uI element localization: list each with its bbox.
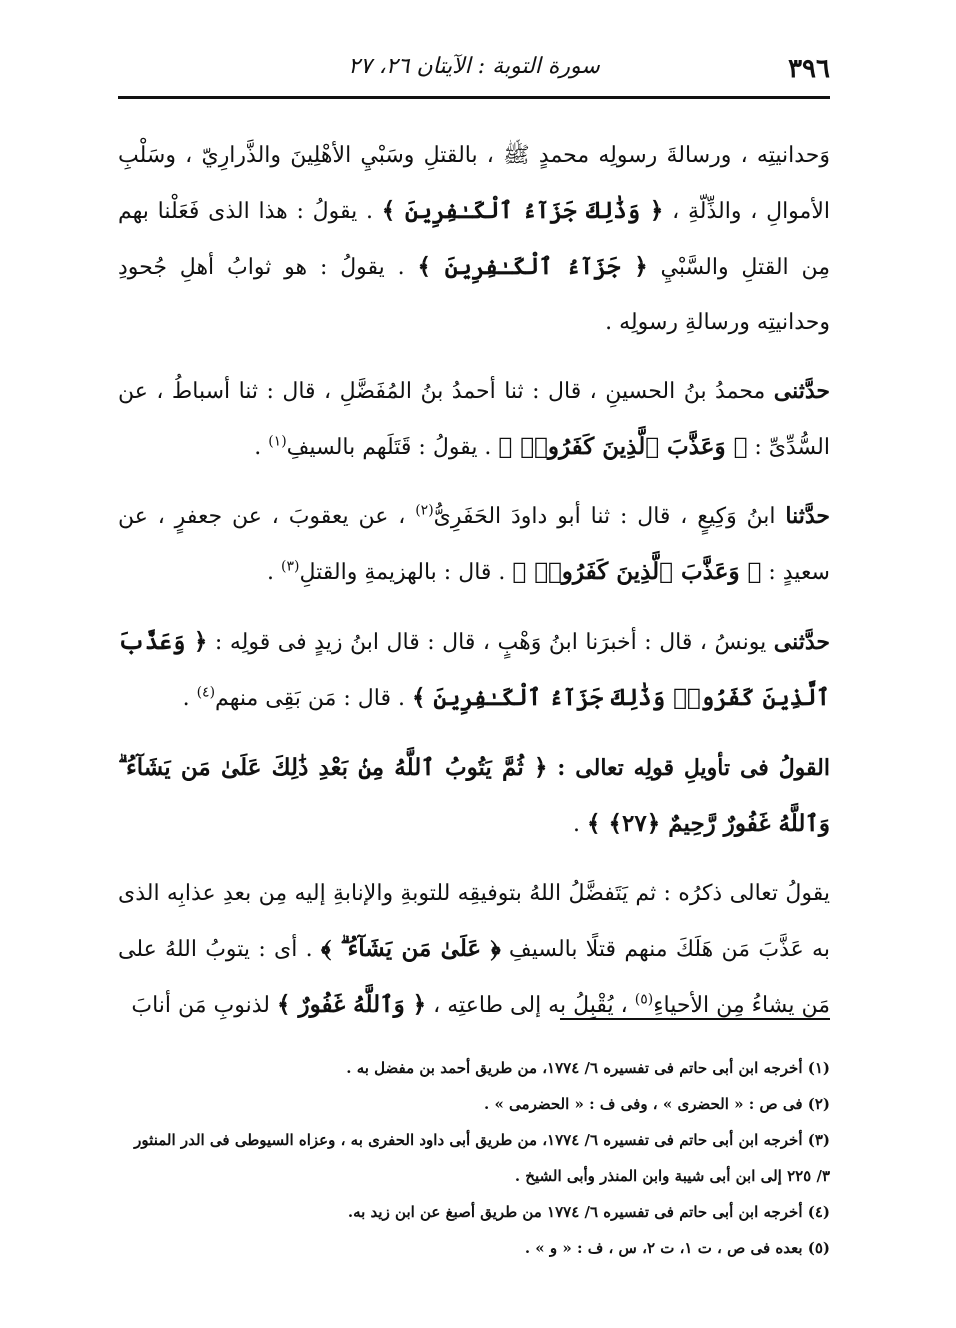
paragraph — [118, 489, 830, 600]
footnote: (٣) أخرجه ابن أبى حاتم فى تفسيره ٦/ ١٧٧٤، من طريق أبى داود الحفرى به ، وعزاه السيوطى فى الدر المنثور ٣/ ٢٢٥ إلى ابن أبى شيبة وابن المنذر وأبى الشيخ . — [134, 1131, 830, 1185]
footnote: (٢) فى ص : « الحضرى » ، وفى ف : « الحضرمى » . — [484, 1095, 830, 1113]
text-run: يونسُ ، قال : أخبرَنا ابنُ وَهْبٍ ، قال : قال ابنُ زيدٍ فى قولِه : — [207, 630, 774, 655]
text-run: ابنُ وَكِيعٍ ، قال : ثنا أبو داودَ الحَفَرِىُّ — [433, 504, 786, 529]
quran-quote: ﴿ وَعَذَّبَ ٱلَّذِينَ كَفَرُوا۟ ﴾ — [512, 558, 762, 585]
text-run: . يقولُ : قَتَلَهم بالسيفِ — [286, 435, 499, 460]
footnote-reference: (٣) — [281, 558, 300, 575]
footnote-reference: (٥) — [634, 991, 654, 1008]
chain-lead: حدَّثنا — [785, 503, 831, 529]
text-run: وَحدانيتِه ، ورسالةَ رسولِه محمدٍ ﷺ ، بالقتلِ وسَبْيِ الأهْلِينَ والذَّرارِيّ ، وسَلْبِ الأموالِ ، والذِّلّةِ ، — [118, 143, 830, 224]
footnote: (٥) بعده فى ص ، ت ١، ت ٢، س ، ف : « و » . — [524, 1239, 830, 1257]
paragraph — [118, 614, 830, 726]
chain-lead: حدَّثنى — [773, 629, 830, 655]
text-run: . — [182, 686, 197, 711]
quran-quote: ﴿ وَٱللَّهُ غَفُورٌ ﴾ — [277, 991, 427, 1018]
text-run: . قال : مَن بَقِى منهم — [215, 686, 412, 711]
footnote-divider — [560, 1018, 830, 1020]
text-run: . قال : بالهزيمةِ والقتلِ — [299, 560, 513, 585]
text-run: ، يُقْبِلُ به إلى طاعتِه ، — [426, 993, 635, 1018]
chain-lead: القولُ فى تأويلِ قولِه تعالى : — [547, 755, 830, 781]
running-title: سورة التوبة : الآيتان ٢٦، ٢٧ — [348, 54, 600, 79]
footnote: (٤) أخرجه ابن أبى حاتم فى تفسيره ٦/ ١٧٧٤ من طريق أصبغ عن ابن زيد به. — [347, 1203, 830, 1221]
text-run: . يقولُ : هو ثوابُ أهلِ جُحودِ وحدانيتِه ورسالةِ رسولِه . — [118, 255, 830, 335]
text-run: . — [254, 435, 269, 460]
paragraph — [118, 364, 830, 475]
quran-quote: ﴿ جَزَآءُ ٱلْكَـٰفِرِينَ ﴾ — [417, 253, 648, 280]
text-run: . — [267, 560, 282, 585]
text-run: . يقولُ : هذا الذى فَعَلْنا بهم مِن القتلِ والسَّبْيِ — [118, 199, 831, 280]
page-header — [118, 48, 830, 99]
paragraph — [118, 866, 830, 1033]
text-run: . أى : يتوبُ اللهُ على مَن يشاءُ مِن الأحياءِ — [118, 937, 830, 1018]
text-run: يقولُ تعالى ذكرُه : ثم يَتَفضَّلُ اللهُ بتوفيقِه للتوبةِ والإنابةِ إليه مِن بعدِ عذابِه الذى به عَذَّبَ مَن هَلَكَ منهم قتلًا بالسيفِ — [118, 881, 830, 962]
quran-quote: ﴿ وَذَٰلِكَ جَزَآءُ ٱلْكَـٰفِرِينَ ﴾ — [381, 197, 664, 224]
footnote-reference: (٤) — [196, 684, 216, 701]
chain-lead: حدَّثنى — [773, 378, 830, 404]
footnote: (١) أخرجه ابن أبى حاتم فى تفسيره ٦/ ١٧٧٤، من طريق أحمد بن مفضل به . — [346, 1059, 830, 1077]
page-number: ٣٩٦ — [788, 54, 830, 84]
quran-quote: ﴿ عَلَىٰ مَن يَشَآءُ ۗ ﴾ — [320, 935, 501, 962]
text-run: ، عن يعقوبَ ، عن جعفرٍ ، عن سعيدٍ : — [118, 504, 830, 585]
footnote-reference: (٢) — [415, 502, 434, 519]
text-run: . — [573, 812, 588, 837]
quran-quote: ﴿ وَعَذَّبَ ٱلَّذِينَ كَفَرُوا۟ ﴾ — [498, 433, 748, 460]
footnote-reference: (١) — [268, 433, 287, 450]
paragraph — [118, 740, 830, 852]
paragraph — [118, 128, 830, 350]
quran-quote: ﴿ وَعَذَّبَ ٱلَّذِينَ كَفَرُوا۟ وَذَٰلِكَ جَزَآءُ ٱلْكَـٰفِرِينَ ﴾ — [118, 628, 830, 711]
quran-quote: ﴿ ثُمَّ يَتُوبُ ٱللَّهُ مِنۢ بَعْدِ ذَٰلِكَ عَلَىٰ مَن يَشَآءُ ۗ وَٱللَّهُ غَفُورٌ رَّحِيمٌ ﴿٢٧﴾ ﴾ — [118, 754, 830, 837]
main-text — [118, 128, 830, 1033]
text-run: لذنوبِ مَن أنابَ — [131, 993, 277, 1018]
text-run: محمدُ بنُ الحسينِ ، قال : ثنا أحمدُ بنُ المُفَضَّلِ ، قال : ثنا أسباطُ ، عن السُّدِّىِّ : — [118, 379, 830, 460]
footnotes — [118, 1050, 830, 1266]
